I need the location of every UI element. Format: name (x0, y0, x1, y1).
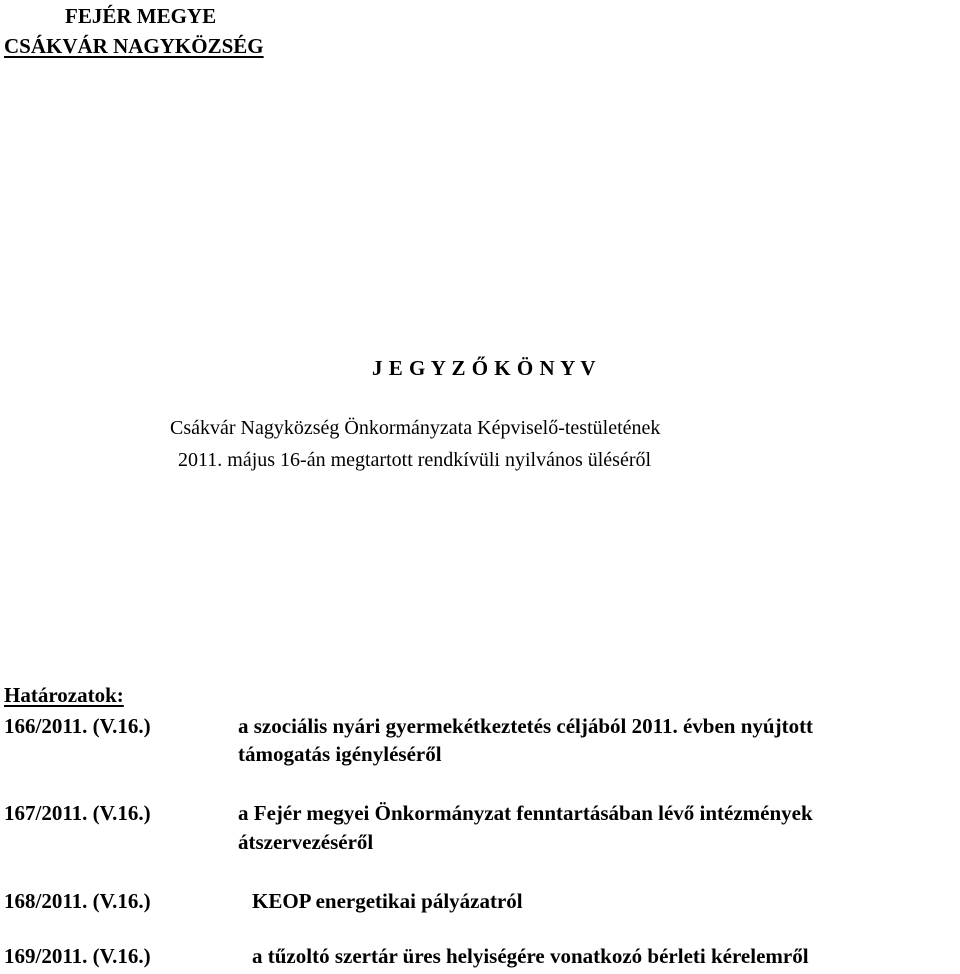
municipality-heading: CSÁKVÁR NAGYKÖZSÉG (4, 34, 264, 58)
document-title: J E G Y Z Ő K Ö N Y V (372, 356, 597, 380)
resolution-number: 166/2011. (V.16.) (4, 714, 151, 738)
resolution-subject-line-1: a tűzoltó szertár üres helyiségére vonatkozó bérleti kérelemről (252, 944, 809, 968)
document-subtitle-line-2: 2011. május 16-án megtartott rendkívüli nyilvános üléséről (178, 449, 652, 471)
resolution-subject-line-1: KEOP energetikai pályázatról (252, 889, 523, 913)
resolution-subject-line-2: átszervezéséről (238, 830, 374, 854)
resolution-subject-line-2: támogatás igényléséről (238, 742, 442, 766)
resolution-subject-line-1: a szociális nyári gyermekétkeztetés céljából 2011. évben nyújtott (238, 714, 814, 738)
resolution-number: 168/2011. (V.16.) (4, 889, 151, 913)
county-heading: FEJÉR MEGYE (65, 4, 217, 28)
resolutions-label: Határozatok: (4, 683, 124, 707)
resolution-number: 169/2011. (V.16.) (4, 944, 151, 968)
document-subtitle-line-1: Csákvár Nagyközség Önkormányzata Képviselő-testületének (170, 417, 661, 439)
resolution-number: 167/2011. (V.16.) (4, 801, 151, 825)
resolution-subject-line-1: a Fejér megyei Önkormányzat fenntartásában lévő intézmények (238, 801, 813, 825)
